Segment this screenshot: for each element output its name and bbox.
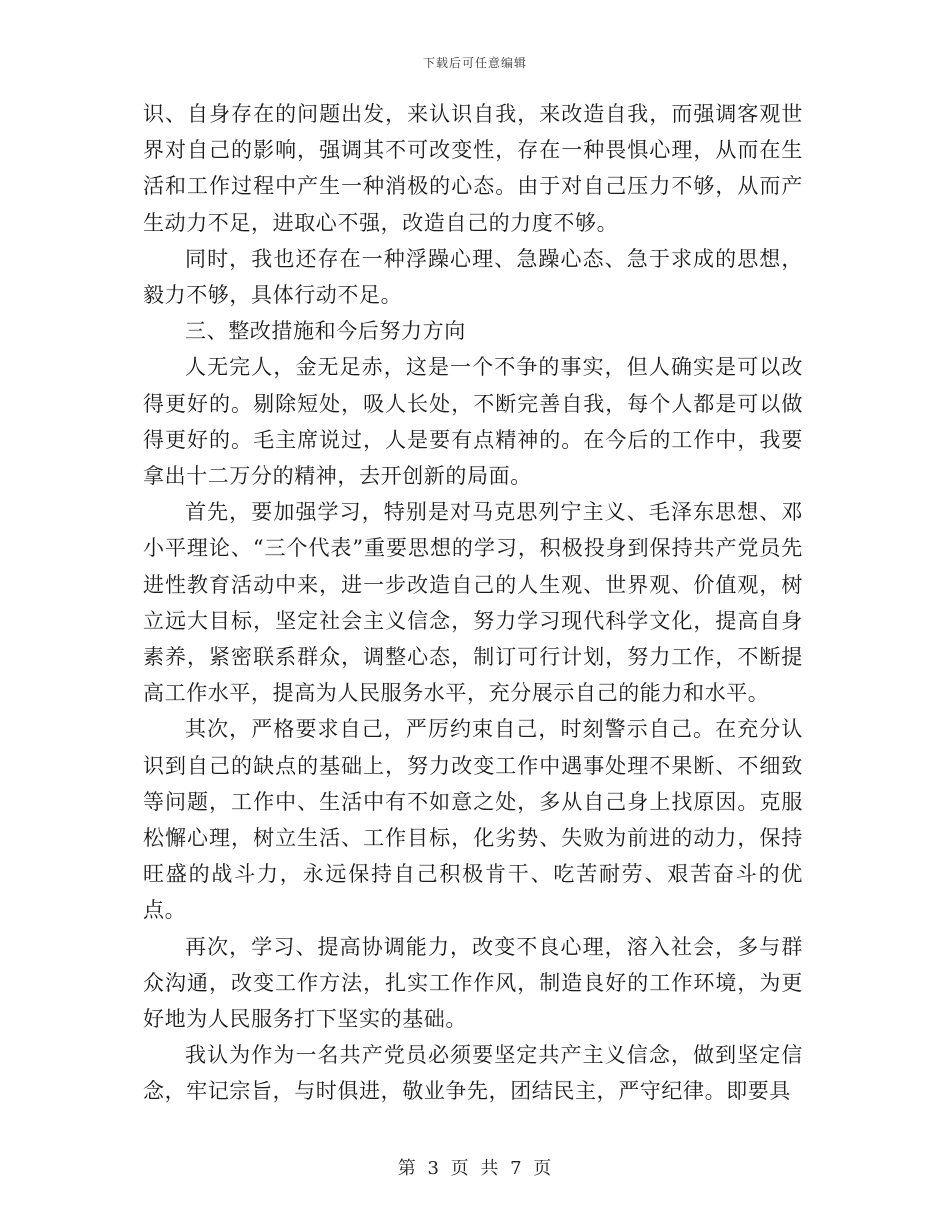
page-header: 下载后可任意编辑 xyxy=(422,56,527,70)
page-footer: 第 3 页 共 7 页 xyxy=(397,1158,553,1179)
paragraph-3: 人无完人，金无足赤，这是一个不争的事实，但人确实是可以改得更好的。剔除短处，吸人长处，不断完善自我，每个人都是可以做得更好的。毛主席说过，人是要有点精神的。在今后的工作中，我要拿出十二万分的精神，去开创新的局面。 xyxy=(143,355,803,489)
document-body xyxy=(143,96,803,1110)
paragraph-7: 我认为作为一名共产党员必须要坚定共产主义信念，做到坚定信念，牢记宗旨，与时俱进，敬业争先，团结民主，严守纪律。即要具 xyxy=(143,1043,803,1104)
paragraph-1: 识、自身存在的问题出发，来认识自我，来改造自我，而强调客观世界对自己的影响，强调其不可改变性，存在一种畏惧心理，从而在生活和工作过程中产生一种消极的心态。由于对自己压力不够，从而产生动力不足，进取心不强，改造自己的力度不够。 xyxy=(143,102,803,235)
paragraph-2: 同时，我也还存在一种浮躁心理、急躁心态、急于求成的思想，毅力不够，具体行动不足。 xyxy=(143,246,803,308)
paragraph-6: 再次，学习、提高协调能力，改变不良心理，溶入社会，多与群众沟通，改变工作方法，扎实工作作风，制造良好的工作环境，为更好地为人民服务打下坚实的基础。 xyxy=(143,934,803,1032)
section-heading: 三、整改措施和今后努力方向 xyxy=(185,319,466,344)
paragraph-4: 首先，要加强学习，特别是对马克思列宁主义、毛泽东思想、邓小平理论、“三个代表”重要思想的学习，积极投身到保持共产党员先进性教育活动中来，进一步改造自己的人生观、世界观、价值观，树立远大目标，坚定社会主义信念，努力学习现代科学文化，提高自身素养，紧密联系群众，调整心态，制订可行计划，努力工作，不断提高工作水平，提高为人民服务水平，充分展示自己的能力和水平。 xyxy=(143,500,803,706)
paragraph-5: 其次，严格要求自己，严厉约束自己，时刻警示自己。在充分认识到自己的缺点的基础上，努力改变工作中遇事处理不果断、不细致等问题，工作中、生活中有不如意之处，多从自己身上找原因。克服松懈心理，树立生活、工作目标，化劣势、失败为前进的动力，保持旺盛的战斗力，永远保持自己积极肯干、吃苦耐劳、艰苦奋斗的优点。 xyxy=(143,717,803,923)
